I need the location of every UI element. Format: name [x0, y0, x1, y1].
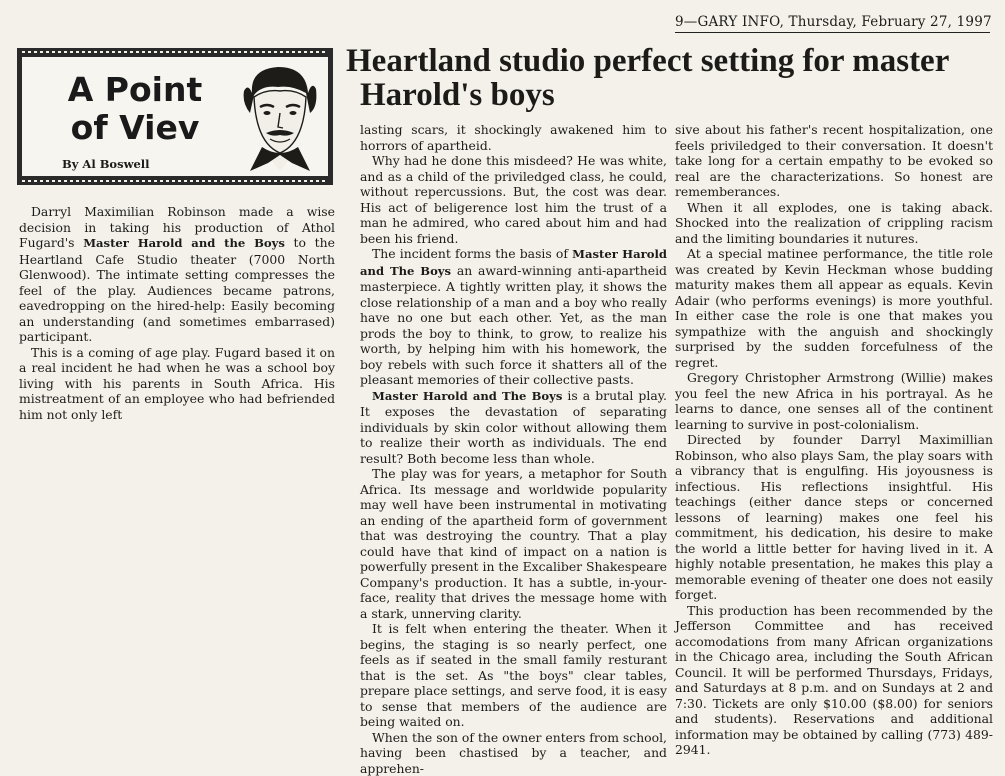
paragraph: Darryl Maximilian Robinson made a wise decision in taking his production of Athol Fugard's Master Harold and the Boys to the Heartland Cafe Studio theater (7000 North Glenwood). The intimate setting compresses the feel of the play. Audiences became patrons, eavedropping on the hired-help: Easily becoming an understanding (and sometimes embarrased) participant. [19, 204, 335, 345]
paragraph: Directed by founder Darryl Maximillian Robinson, who also plays Sam, the play soars with a vibrancy that is engulfing. His joyousness is infectious. His reflections insightful. His teachings (either dance steps or concerned lessons of learning) makes one feel his commitment, his dedication, his desire to make the world a little better for having lived in it. A highly notable presentation, he makes this play a memorable evening of theater one does not easily forget. [675, 432, 993, 603]
headline-line1: Heartland studio perfect setting for master [346, 43, 949, 79]
column-header-box [17, 48, 333, 185]
paragraph: sive about his father's recent hospitalization, one feels priviledged to their conversation. It doesn't take long for a certain empathy to be evoked so real are the characterizations. So honest are rememberances. [675, 122, 993, 200]
paragraph: lasting scars, it shockingly awakened him to horrors of apartheid. [360, 122, 667, 153]
paragraph: The play was for years, a metaphor for South Africa. Its message and worldwide popularity may well have been instrumental in motivating an ending of the apartheid form of government that was destroying the country. That a play could have that kind of impact on a nation is powerfully present in the Excaliber Shakespeare Company's production. It has a subtle, in-your-face, reality that drives the message home with a stark, unnerving clarity. [360, 466, 667, 621]
play-title: Master Harold and The Boys [372, 389, 562, 403]
paragraph: The incident forms the basis of Master Harold and The Boys an award-winning anti-apartheid masterpiece. A tightly written play, it shows the close relationship of a man and a boy who really have no one but each other. Yet, as the man prods the boy to think, to grow, to realize his worth, by helping him with his homework, the boy rebels with such force it shatters all of the pleasant memories of their collective pasts. [360, 246, 667, 388]
paragraph: This production has been recommended by the Jefferson Committee and has received accomodations from many African organizations in the Chicago area, including the South African Council. It will be performed Thursdays, Fridays, and Saturdays at 8 p.m. and on Sundays at 2 and 7:30. Tickets are only $10.00 ($8.00) for seniors and students). Reservations and additional information may be obtained by calling (773) 489-2941. [675, 603, 993, 758]
article-column-3 [675, 122, 993, 758]
column-title-line2: of Viev [40, 109, 230, 147]
headline-line2: Harold's boys [346, 78, 996, 112]
article-column-1 [19, 204, 335, 422]
paragraph: When it all explodes, one is taking aback. Shocked into the realization of crippling racism and the limiting boundaries it nutures. [675, 200, 993, 247]
paragraph: Master Harold and The Boys is a brutal play. It exposes the devastation of separating individuals by skin color without allowing them to realize their worth as individuals. The end result? Both become less than whole. [360, 388, 667, 467]
play-title: Master Harold and The Boys [360, 247, 667, 278]
column-title-line1: A Point [40, 71, 230, 109]
paragraph: It is felt when entering the theater. When it begins, the staging is so nearly perfect, one feels as if seated in the small family resturant that is the set. As "the boys" clear tables, prepare place settings, and serve food, it is easy to sense that members of the audience are being waited on. [360, 621, 667, 730]
paragraph: Why had he done this misdeed? He was white, and as a child of the priviledged class, he could, without repercussions. But, the cost was dear. His act of beligerence lost him the trust of a man he admired, who cared about him and had been his friend. [360, 153, 667, 246]
play-title: Master Harold and the Boys [83, 236, 285, 250]
byline: By Al Boswell [62, 157, 150, 171]
article-headline [346, 44, 996, 112]
paragraph: At a special matinee performance, the title role was created by Kevin Heckman whose budding maturity makes them all appear as equals. Kevin Adair (who performs evenings) is more youthful. In either case the role is one that makes you sympathize with the anguish and shockingly surprised by the sudden forcefulness of the regret. [675, 246, 993, 370]
article-column-2 [360, 122, 667, 776]
page-folio: 9—GARY INFO, Thursday, February 27, 1997 [675, 14, 990, 33]
columnist-portrait-icon [232, 63, 324, 173]
column-title [40, 71, 230, 147]
paragraph: When the son of the owner enters from school, having been chastised by a teacher, and apprehen- [360, 730, 667, 776]
paragraph: Gregory Christopher Armstrong (Willie) makes you feel the new Africa in his portrayal. As he learns to dance, one senses all of the continent learning to survive in post-colonialism. [675, 370, 993, 432]
paragraph: This is a coming of age play. Fugard based it on a real incident he had when he was a school boy living with his parents in South Africa. His mistreatment of an employee who had befriended him not only left [19, 345, 335, 423]
